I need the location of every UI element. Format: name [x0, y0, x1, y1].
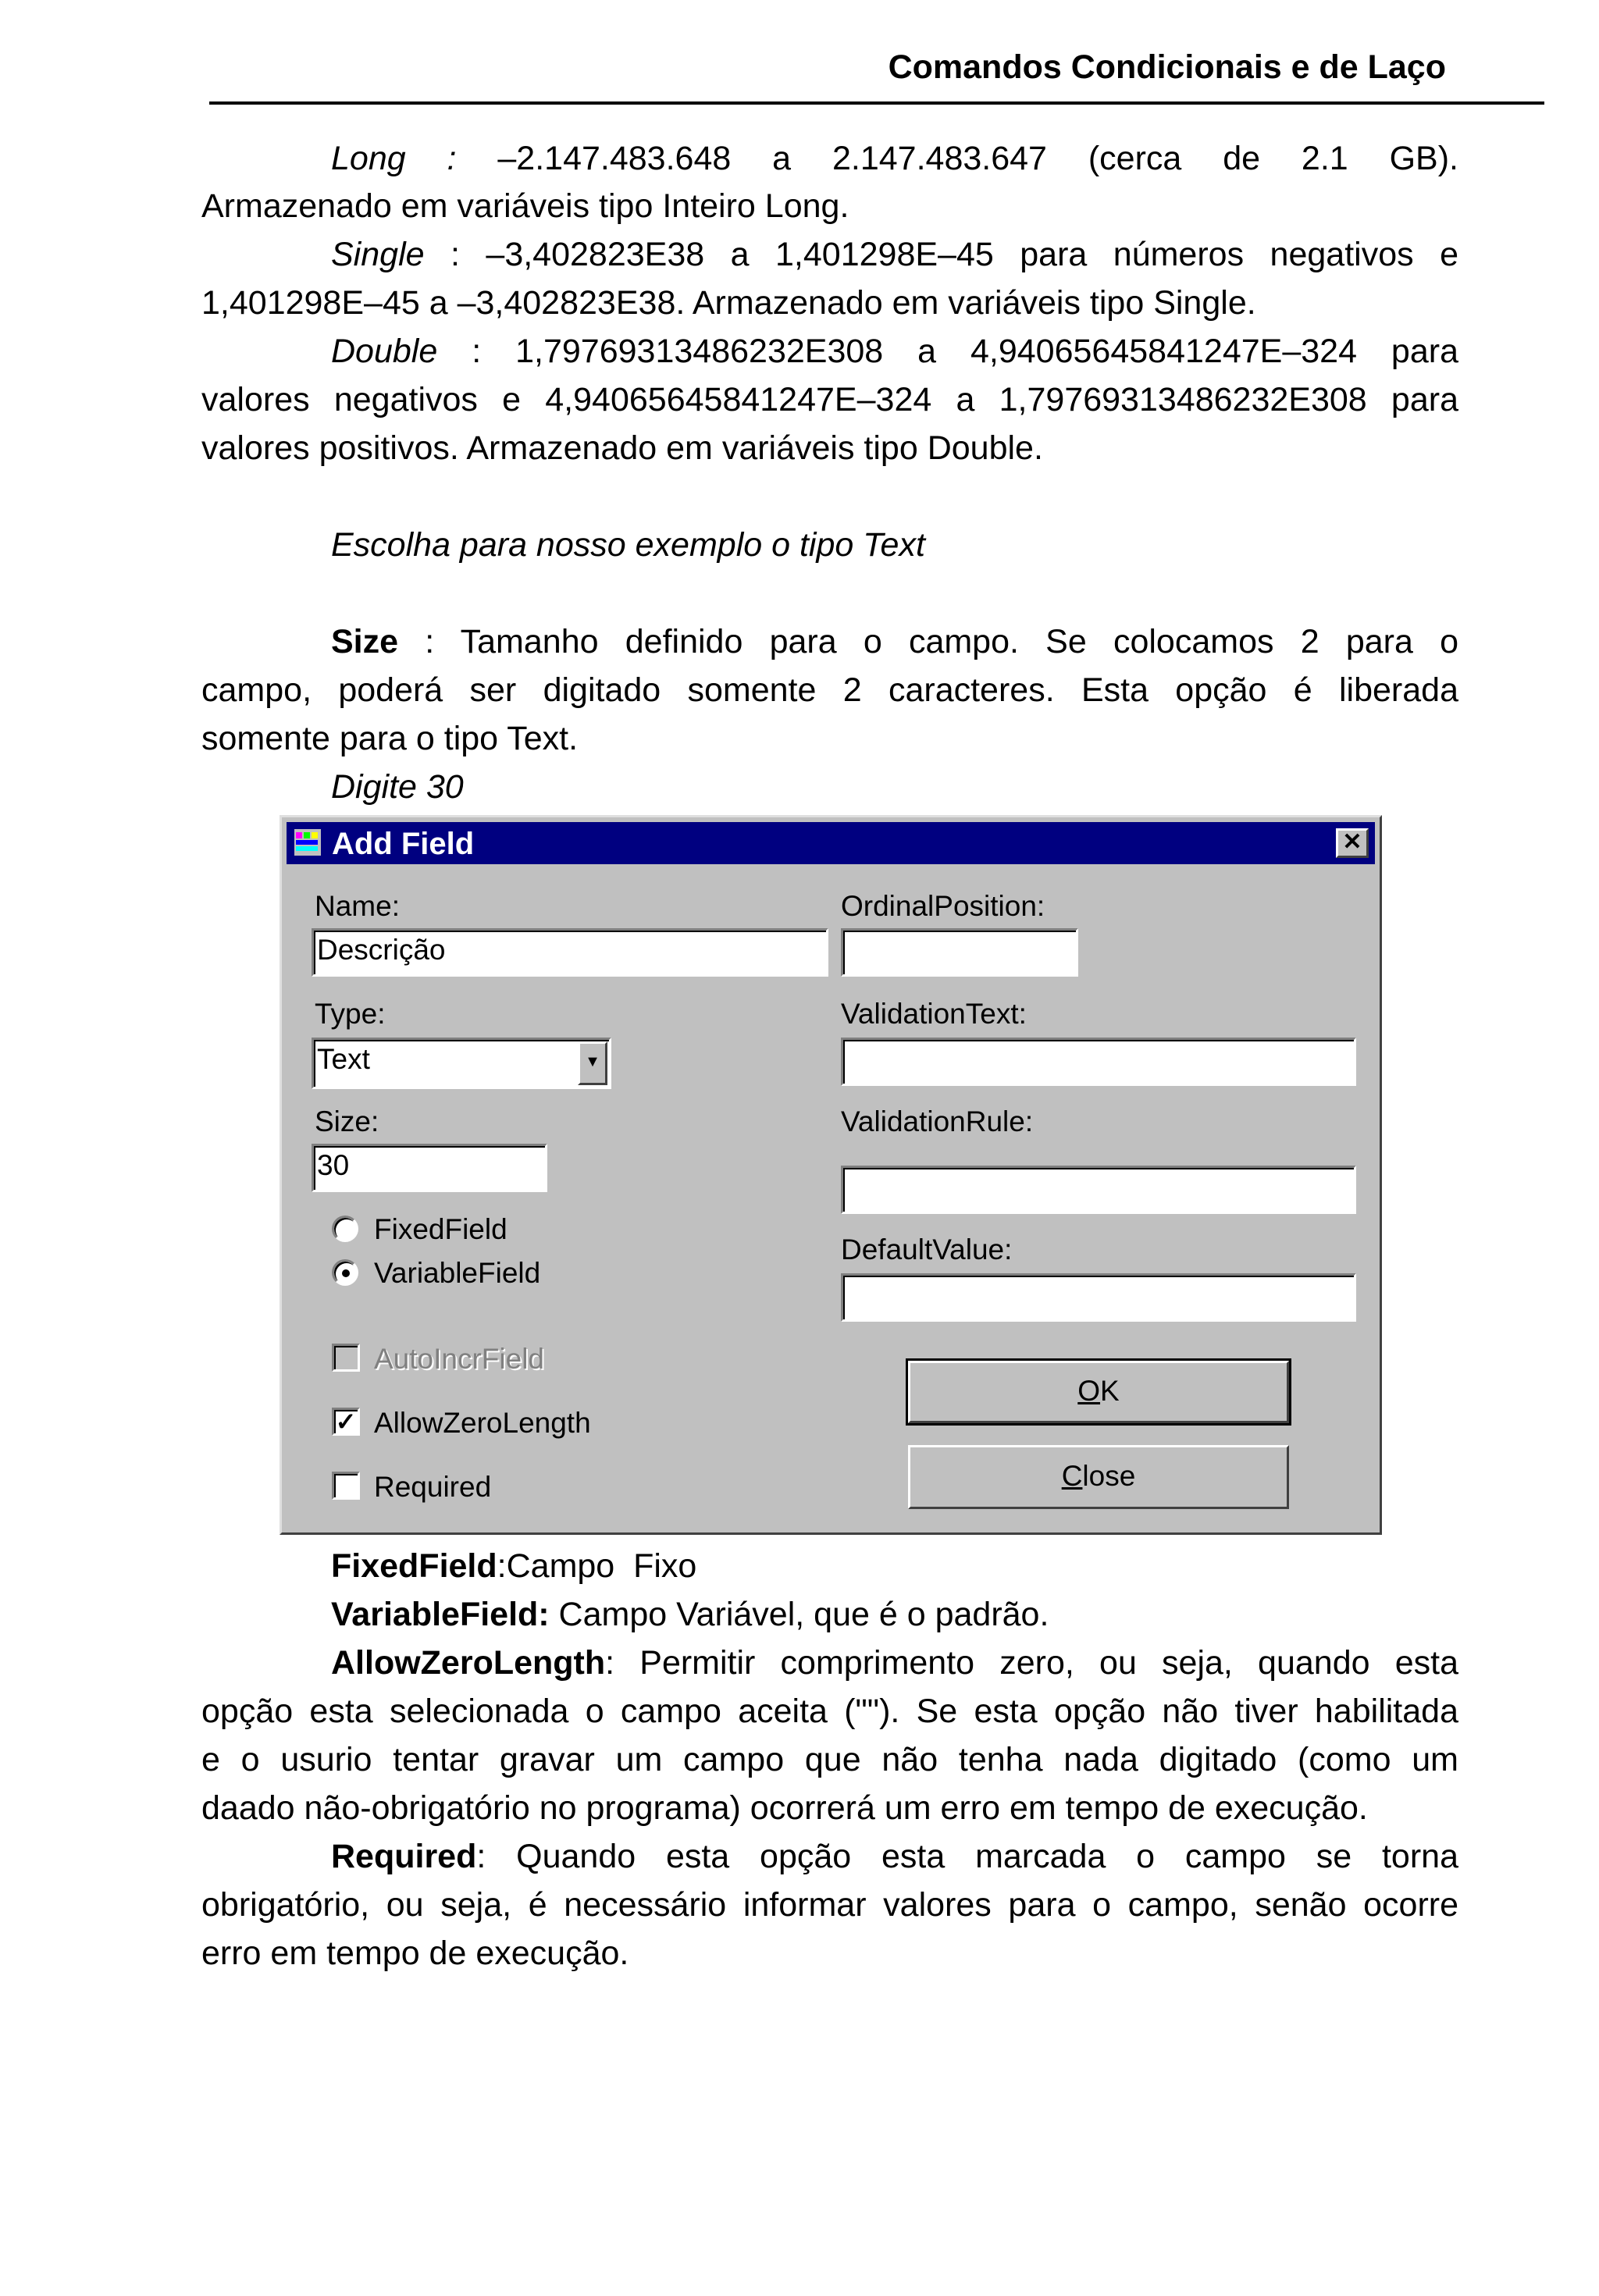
- paragraph-required-line3: erro em tempo de execução.: [201, 1935, 629, 1972]
- term-size: Size: [331, 623, 399, 660]
- fixedfield-label[interactable]: FixedField: [374, 1213, 507, 1245]
- paragraph-allowzero-line4: daado não-obrigatório no programa) ocorrerá um erro em tempo de execução.: [201, 1789, 1368, 1827]
- size-label: Size:: [315, 1105, 379, 1137]
- paragraph-fixedfield: [331, 1546, 1458, 1586]
- ok-button[interactable]: [908, 1361, 1289, 1423]
- text-long-range: –2.147.483.648 a 2.147.483.647 (cerca de 2.1 GB).: [497, 140, 1458, 177]
- ordinal-label: OrdinalPosition:: [841, 890, 1045, 922]
- paragraph-double-line1: [331, 331, 1458, 372]
- term-variablefield: VariableField:: [331, 1596, 550, 1633]
- paragraph-size-line1: [331, 621, 1458, 662]
- paragraph-required-line2: obrigatório, ou seja, é necessário informar valores para o campo, senão ocorre: [201, 1886, 1458, 1924]
- defaultvalue-label: DefaultValue:: [841, 1233, 1013, 1265]
- autoincr-checkbox: [332, 1344, 360, 1372]
- close-icon[interactable]: ✕: [1336, 828, 1369, 858]
- type-select-value: Text: [317, 1043, 370, 1075]
- term-single: Single: [331, 236, 425, 273]
- term-required: Required: [331, 1838, 477, 1875]
- dialog-titlebar[interactable]: [287, 822, 1375, 864]
- chevron-down-icon[interactable]: ▼: [578, 1041, 607, 1085]
- paragraph-allowzero-line2: opção esta selecionada o campo aceita (""). Se esta opção não tiver habilitada: [201, 1693, 1458, 1730]
- paragraph-size-line3: somente para o tipo Text.: [201, 720, 579, 757]
- name-input[interactable]: Descrição: [312, 928, 828, 977]
- validationrule-input[interactable]: [841, 1166, 1356, 1214]
- text-single-range: : –3,402823E38 a 1,401298E–45 para números negativos e: [450, 236, 1458, 273]
- text-required-desc: : Quando esta opção esta marcada o campo se torna: [476, 1838, 1458, 1875]
- paragraph-size-line2: campo, poderá ser digitado somente 2 caracteres. Esta opção é liberada: [201, 671, 1458, 709]
- close-label-rest: lose: [1082, 1460, 1136, 1492]
- text-allowzero-desc: : Permitir comprimento zero, ou seja, quando esta: [605, 1644, 1458, 1682]
- paragraph-long-line1: [331, 138, 1458, 179]
- ok-mnemonic: O: [1077, 1375, 1101, 1407]
- paragraph-choose-text: Escolha para nosso exemplo o tipo Text: [331, 526, 925, 564]
- paragraph-single-line2: 1,401298E–45 a –3,402823E38. Armazenado em variáveis tipo Single.: [201, 284, 1256, 322]
- validationrule-label: ValidationRule:: [841, 1105, 1034, 1137]
- paragraph-double-line2: valores negativos e 4,94065645841247E–324 a 1,79769313486232E308 para: [201, 381, 1458, 418]
- close-mnemonic: C: [1061, 1460, 1083, 1492]
- text-double-range: : 1,79769313486232E308 a 4,94065645841247E–324 para: [472, 333, 1458, 370]
- ok-label-rest: K: [1100, 1375, 1120, 1407]
- text-fixedfield: :Campo Fixo: [497, 1547, 697, 1585]
- required-checkbox[interactable]: [332, 1472, 360, 1500]
- autoincr-label: AutoIncrField: [374, 1343, 544, 1375]
- paragraph-allowzero-line1: [331, 1643, 1458, 1683]
- variablefield-radio[interactable]: [332, 1259, 358, 1286]
- paragraph-double-line3: valores positivos. Armazenado em variáveis tipo Double.: [201, 429, 1043, 467]
- term-double: Double: [331, 333, 438, 370]
- required-label[interactable]: Required: [374, 1471, 492, 1503]
- paragraph-single-line1: [331, 234, 1458, 275]
- paragraph-allowzero-line3: e o usurio tentar gravar um campo que não tenha nada digitado (como um: [201, 1741, 1458, 1778]
- app-icon: [294, 829, 321, 856]
- add-field-dialog: [280, 815, 1382, 1535]
- name-label: Name:: [315, 890, 400, 922]
- fixedfield-radio[interactable]: [332, 1216, 358, 1242]
- paragraph-required-line1: [331, 1836, 1458, 1877]
- radio-selected-dot: [342, 1269, 350, 1277]
- type-select[interactable]: [312, 1038, 611, 1089]
- close-button[interactable]: [908, 1445, 1289, 1509]
- dialog-title: Add Field: [332, 827, 475, 861]
- type-label: Type:: [315, 998, 386, 1030]
- term-fixedfield: FixedField: [331, 1547, 497, 1585]
- ordinal-input[interactable]: [841, 928, 1078, 977]
- text-variablefield: Campo Variável, que é o padrão.: [549, 1596, 1049, 1633]
- variablefield-label[interactable]: VariableField: [374, 1257, 541, 1289]
- defaultvalue-input[interactable]: [841, 1273, 1356, 1322]
- allowzero-checkbox[interactable]: ✓: [332, 1408, 360, 1436]
- term-long: Long :: [331, 140, 457, 177]
- paragraph-digite: Digite 30: [331, 768, 464, 806]
- header-rule: [209, 101, 1544, 105]
- validationtext-input[interactable]: [841, 1038, 1356, 1086]
- term-allowzero: AllowZeroLength: [331, 1644, 606, 1682]
- paragraph-long-line2: Armazenado em variáveis tipo Inteiro Long.: [201, 187, 849, 225]
- page-header-title: Comandos Condicionais e de Laço: [888, 48, 1446, 86]
- paragraph-variablefield: [331, 1594, 1458, 1635]
- validationtext-label: ValidationText:: [841, 998, 1027, 1030]
- text-size-desc: : Tamanho definido para o campo. Se colocamos 2 para o: [425, 623, 1458, 660]
- allowzero-label[interactable]: AllowZeroLength: [374, 1407, 591, 1439]
- size-input[interactable]: 30: [312, 1144, 547, 1192]
